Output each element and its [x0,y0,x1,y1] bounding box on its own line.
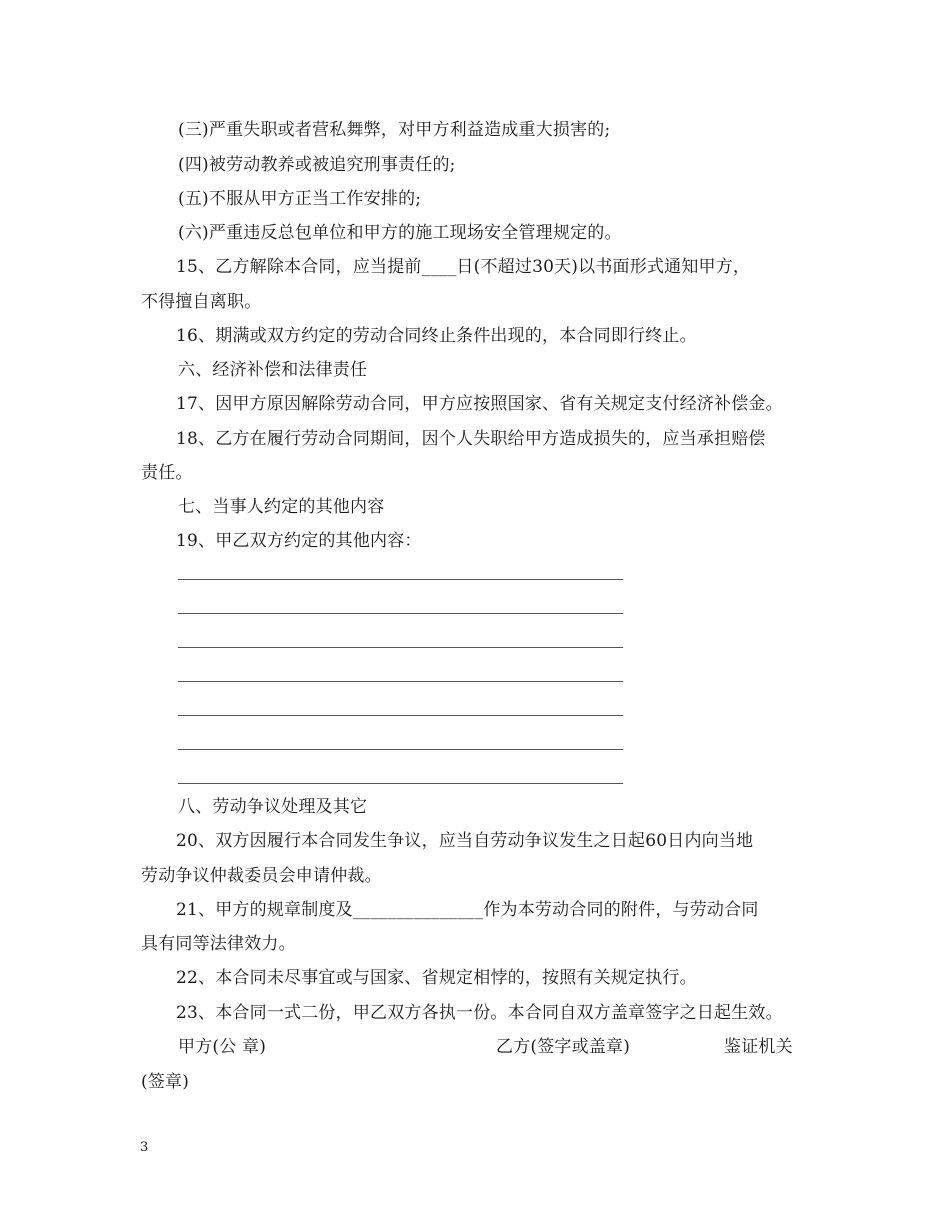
clause-item-5: (五)不服从甲方正当工作安排的; [178,189,422,209]
clause-16: 16、期满或双方约定的劳动合同终止条件出现的，本合同即行终止。 [176,326,697,346]
clause-21-line-2: 具有同等法律效力。 [141,934,296,954]
signature-party-a: 甲方(公 章) [178,1037,267,1057]
page-number: 3 [140,1140,149,1155]
clause-15-line-1: 15、乙方解除本合同，应当提前____日(不超过30天)以书面形式通知甲方， [176,257,751,277]
blank-fill-line [178,613,623,614]
blank-fill-line [178,715,623,716]
blank-fill-line [178,749,623,750]
signature-seal-note: (签章) [141,1072,190,1092]
section-heading-8: 八、劳动争议处理及其它 [178,797,368,817]
clause-item-6: (六)严重违反总包单位和甲方的施工现场安全管理规定的。 [178,223,622,243]
blank-fill-line [178,647,623,648]
clause-21-line-1: 21、甲方的规章制度及_______________作为本劳动合同的附件，与劳动合同 [176,900,759,920]
clause-15-line-2: 不得擅自离职。 [141,292,262,312]
signature-party-b: 乙方(签字或盖章) [496,1037,631,1057]
clause-23: 23、本合同一式二份，甲乙双方各执一份。本合同自双方盖章签字之日起生效。 [176,1003,783,1023]
clause-18-line-2: 责任。 [141,463,193,483]
blank-fill-line [178,783,623,784]
section-heading-7: 七、当事人约定的其他内容 [178,497,385,517]
clause-20-line-1: 20、双方因履行本合同发生争议，应当自劳动争议发生之日起60日内向当地 [176,831,754,851]
blank-fill-line [178,579,623,580]
clause-18-line-1: 18、乙方在履行劳动合同期间，因个人失职给甲方造成损失的，应当承担赔偿 [176,429,766,449]
clause-20-line-2: 劳动争议仲裁委员会申请仲裁。 [141,866,382,886]
clause-19: 19、甲乙双方约定的其他内容： [176,531,422,551]
clause-item-3: (三)严重失职或者营私舞弊，对甲方利益造成重大损害的; [178,120,611,140]
blank-fill-line [178,681,623,682]
signature-authentication-authority: 鉴证机关 [724,1037,793,1057]
clause-22: 22、本合同未尽事宜或与国家、省规定相悖的，按照有关规定执行。 [176,968,697,988]
section-heading-6: 六、经济补偿和法律责任 [178,360,368,380]
clause-17: 17、因甲方原因解除劳动合同，甲方应按照国家、省有关规定支付经济补偿金。 [176,394,783,414]
clause-item-4: (四)被劳动教养或被追究刑事责任的; [178,155,456,175]
